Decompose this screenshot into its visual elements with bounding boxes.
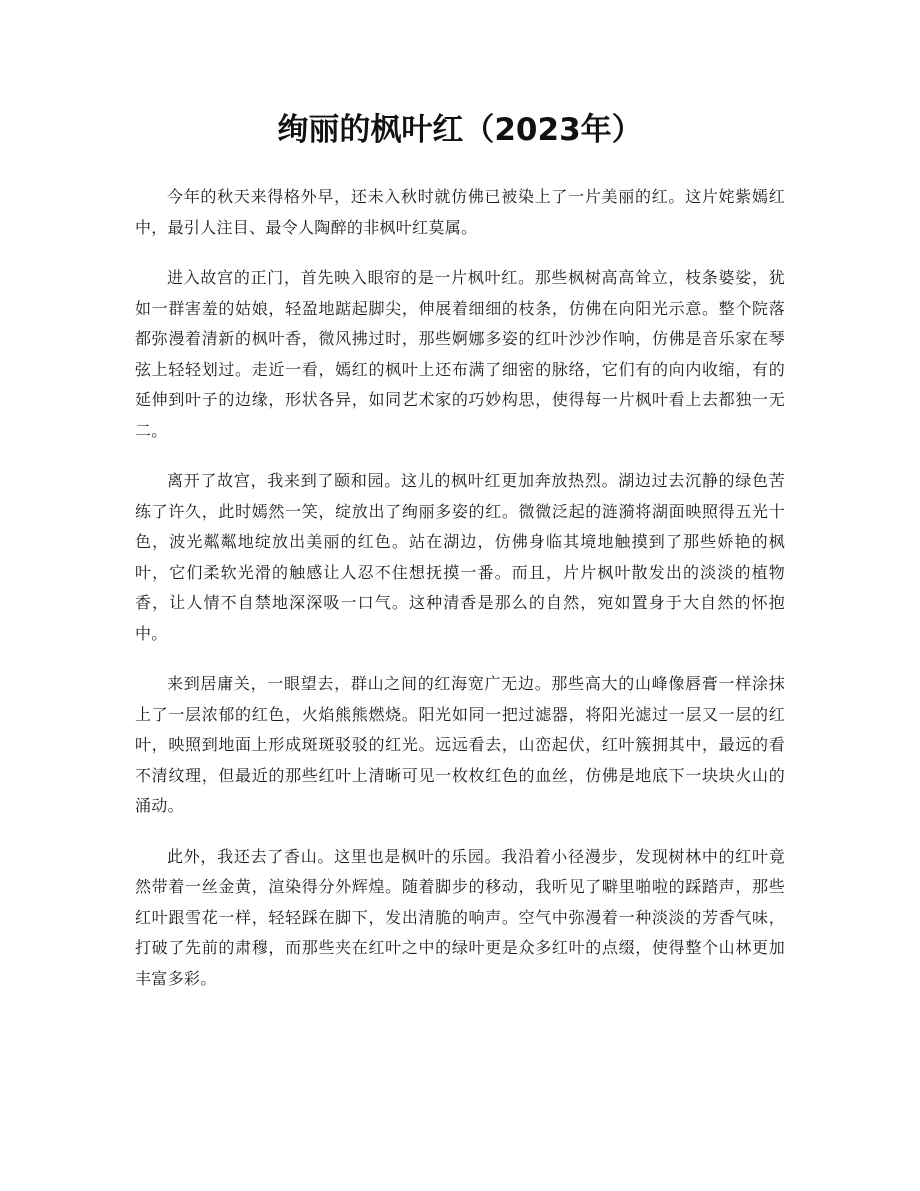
paragraph-1: 今年的秋天来得格外早，还未入秋时就仿佛已被染上了一片美丽的红。这片姹紫嫣红中，最引人注目、最令人陶醉的非枫叶红莫属。 [135, 187, 785, 237]
paragraph-3: 离开了故宫，我来到了颐和园。这儿的枫叶红更加奔放热烈。湖边过去沉静的绿色苦练了许久，此时嫣然一笑，绽放出了绚丽多姿的红。微微泛起的涟漪将湖面映照得五光十色，波光粼粼地绽放出美丽的红色。站在湖边，仿佛身临其境地触摸到了那些娇艳的枫叶，它们柔软光滑的触感让人忍不住想抚摸一番。而且，片片枫叶散发出的淡淡的植物香，让人情不自禁地深深吸一口气。这种清香是那么的自然，宛如置身于大自然的怀抱中。 [135, 471, 785, 643]
paragraph-5: 此外，我还去了香山。这里也是枫叶的乐园。我沿着小径漫步，发现树林中的红叶竟然带着一丝金黄，渲染得分外辉煌。随着脚步的移动，我听见了噼里啪啦的踩踏声，那些红叶跟雪花一样，轻轻踩在脚下，发出清脆的响声。空气中弥漫着一种淡淡的芳香气味，打破了先前的肃穆，而那些夹在红叶之中的绿叶更是众多红叶的点缀，使得整个山林更加丰富多彩。 [135, 846, 785, 988]
paragraph-4: 来到居庸关，一眼望去，群山之间的红海宽广无边。那些高大的山峰像唇膏一样涂抹上了一层浓郁的红色，火焰熊熊燃烧。阳光如同一把过滤器，将阳光滤过一层又一层的红叶，映照到地面上形成斑斑驳驳的红光。远远看去，山峦起伏，红叶簇拥其中，最远的看不清纹理，但最近的那些红叶上清晰可见一枚枚红色的血丝，仿佛是地底下一块块火山的涌动。 [135, 674, 785, 815]
document-body [135, 182, 785, 1014]
page-title: 绚丽的枫叶红（2023年） [277, 112, 643, 148]
paragraph-2: 进入故宫的正门，首先映入眼帘的是一片枫叶红。那些枫树高高耸立，枝条婆娑，犹如一群害羞的姑娘，轻盈地踮起脚尖，伸展着细细的枝条，仿佛在向阳光示意。整个院落都弥漫着清新的枫叶香，微风拂过时，那些婀娜多姿的红叶沙沙作响，仿佛是音乐家在琴弦上轻轻划过。走近一看，嫣红的枫叶上还布满了细密的脉络，它们有的向内收缩，有的延伸到叶子的边缘，形状各异，如同艺术家的巧妙构思，使得每一片枫叶看上去都独一无二。 [135, 268, 785, 440]
